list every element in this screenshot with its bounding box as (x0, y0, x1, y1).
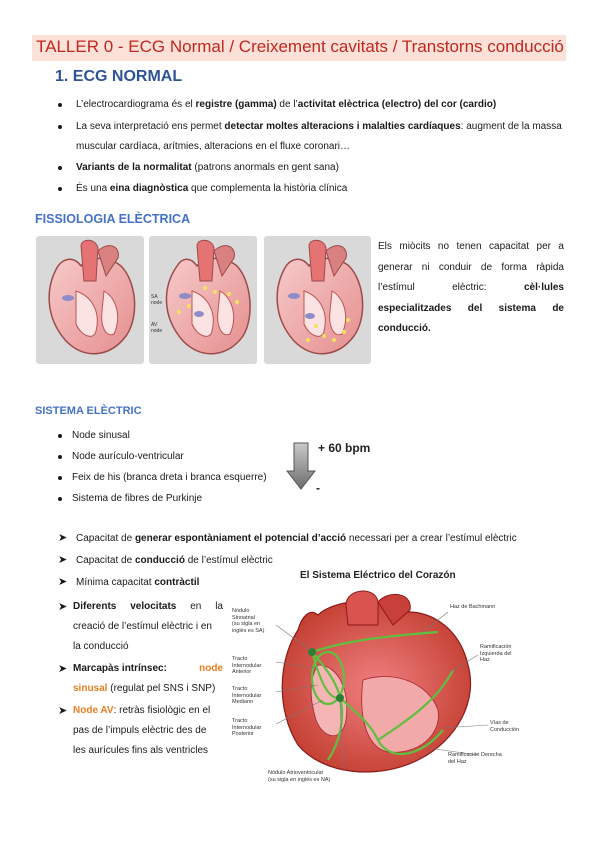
bullet-icon (58, 187, 62, 191)
av-node-label: AV (151, 322, 158, 328)
arrow-bullet-icon: ➤ (58, 705, 68, 717)
rate-plus-label: + 60 bpm (318, 441, 371, 455)
arrow-bullet-icon: ➤ (58, 663, 68, 675)
bullet-icon (58, 103, 62, 107)
bullet-icon (58, 455, 62, 459)
heart-image-1 (36, 236, 144, 364)
bullet-icon (58, 476, 62, 480)
fisiologia-paragraph: Els miòcits no tenen capacitat per a generar ni conduir de forma ràpida l’estímul elèctric: cèl·lules especialitzades del sistema de conducció. (378, 241, 564, 334)
section-heading-fisiologia: FISSIOLOGIA ELÈCTRICA (35, 212, 191, 226)
sa-node-label: SA (151, 294, 158, 300)
label-tract-medio: Tracto Internodular Mediano (232, 686, 262, 705)
label-sa-node: Nódulo Sinoatrial (su sigla en inglés es SA) (232, 608, 265, 634)
label-conduction-paths: Vías de Conducción (490, 720, 520, 733)
arrow-bullet-icon: ➤ (58, 554, 68, 566)
label-tract-anterior: Tracto Internodular Anterior (232, 656, 262, 675)
heart-conduction-images (36, 236, 371, 364)
section-heading-sistema: SISTEMA ELÈCTRIC (35, 405, 142, 417)
heart-image-3 (264, 236, 371, 364)
arrow-bullet-icon: ➤ (58, 601, 68, 613)
down-arrow-icon (286, 441, 316, 491)
label-tract-posterior: Tracto Internodular Posterior (232, 718, 262, 737)
section-heading-ecg-normal: 1. ECG NORMAL (55, 68, 183, 85)
bullet-icon (58, 497, 62, 501)
properties-narrow-list (58, 597, 223, 761)
rate-arrow-box (282, 437, 377, 499)
rate-minus-label: - (316, 481, 320, 495)
heart-diagram-svg (228, 570, 568, 790)
bullet-icon (58, 166, 62, 170)
page-title: TALLER 0 - ECG Normal / Creixement cavitats / Transtorns conducció (36, 37, 564, 56)
label-bachmann: Haz de Bachmann (450, 604, 496, 610)
list-item: ➤ Marcapàs intrínsec: node sinusal (regulat pel SNS i SNP) (58, 659, 223, 699)
list-item: ➤ Node AV: retràs fisiològic en el pas de l’impuls elèctric des de les aurícules fins als ventricles (58, 701, 223, 761)
svg-text:node: node (151, 328, 163, 334)
diagram-title: El Sistema Eléctrico del Corazón (300, 570, 456, 581)
arrow-bullet-icon: ➤ (58, 576, 68, 588)
arrow-bullet-icon: ➤ (58, 532, 68, 544)
list-item: ➤ Diferents velocitats en la creació de l’estímul elèctric i en la conducció (58, 597, 223, 657)
svg-text:node: node (151, 300, 163, 306)
heart-conduction-diagram (228, 570, 568, 790)
heart-image-2 (149, 236, 257, 364)
label-av-node: Nódulo Atrioventricular (su sigla en inglés es NA) (268, 770, 331, 783)
label-right-bundle: Ramificación Derecha del Haz (448, 752, 502, 765)
label-left-bundle: Ramificación Izquierda del Haz (480, 644, 512, 663)
bullet-icon (58, 125, 62, 129)
bullet-icon (58, 434, 62, 438)
